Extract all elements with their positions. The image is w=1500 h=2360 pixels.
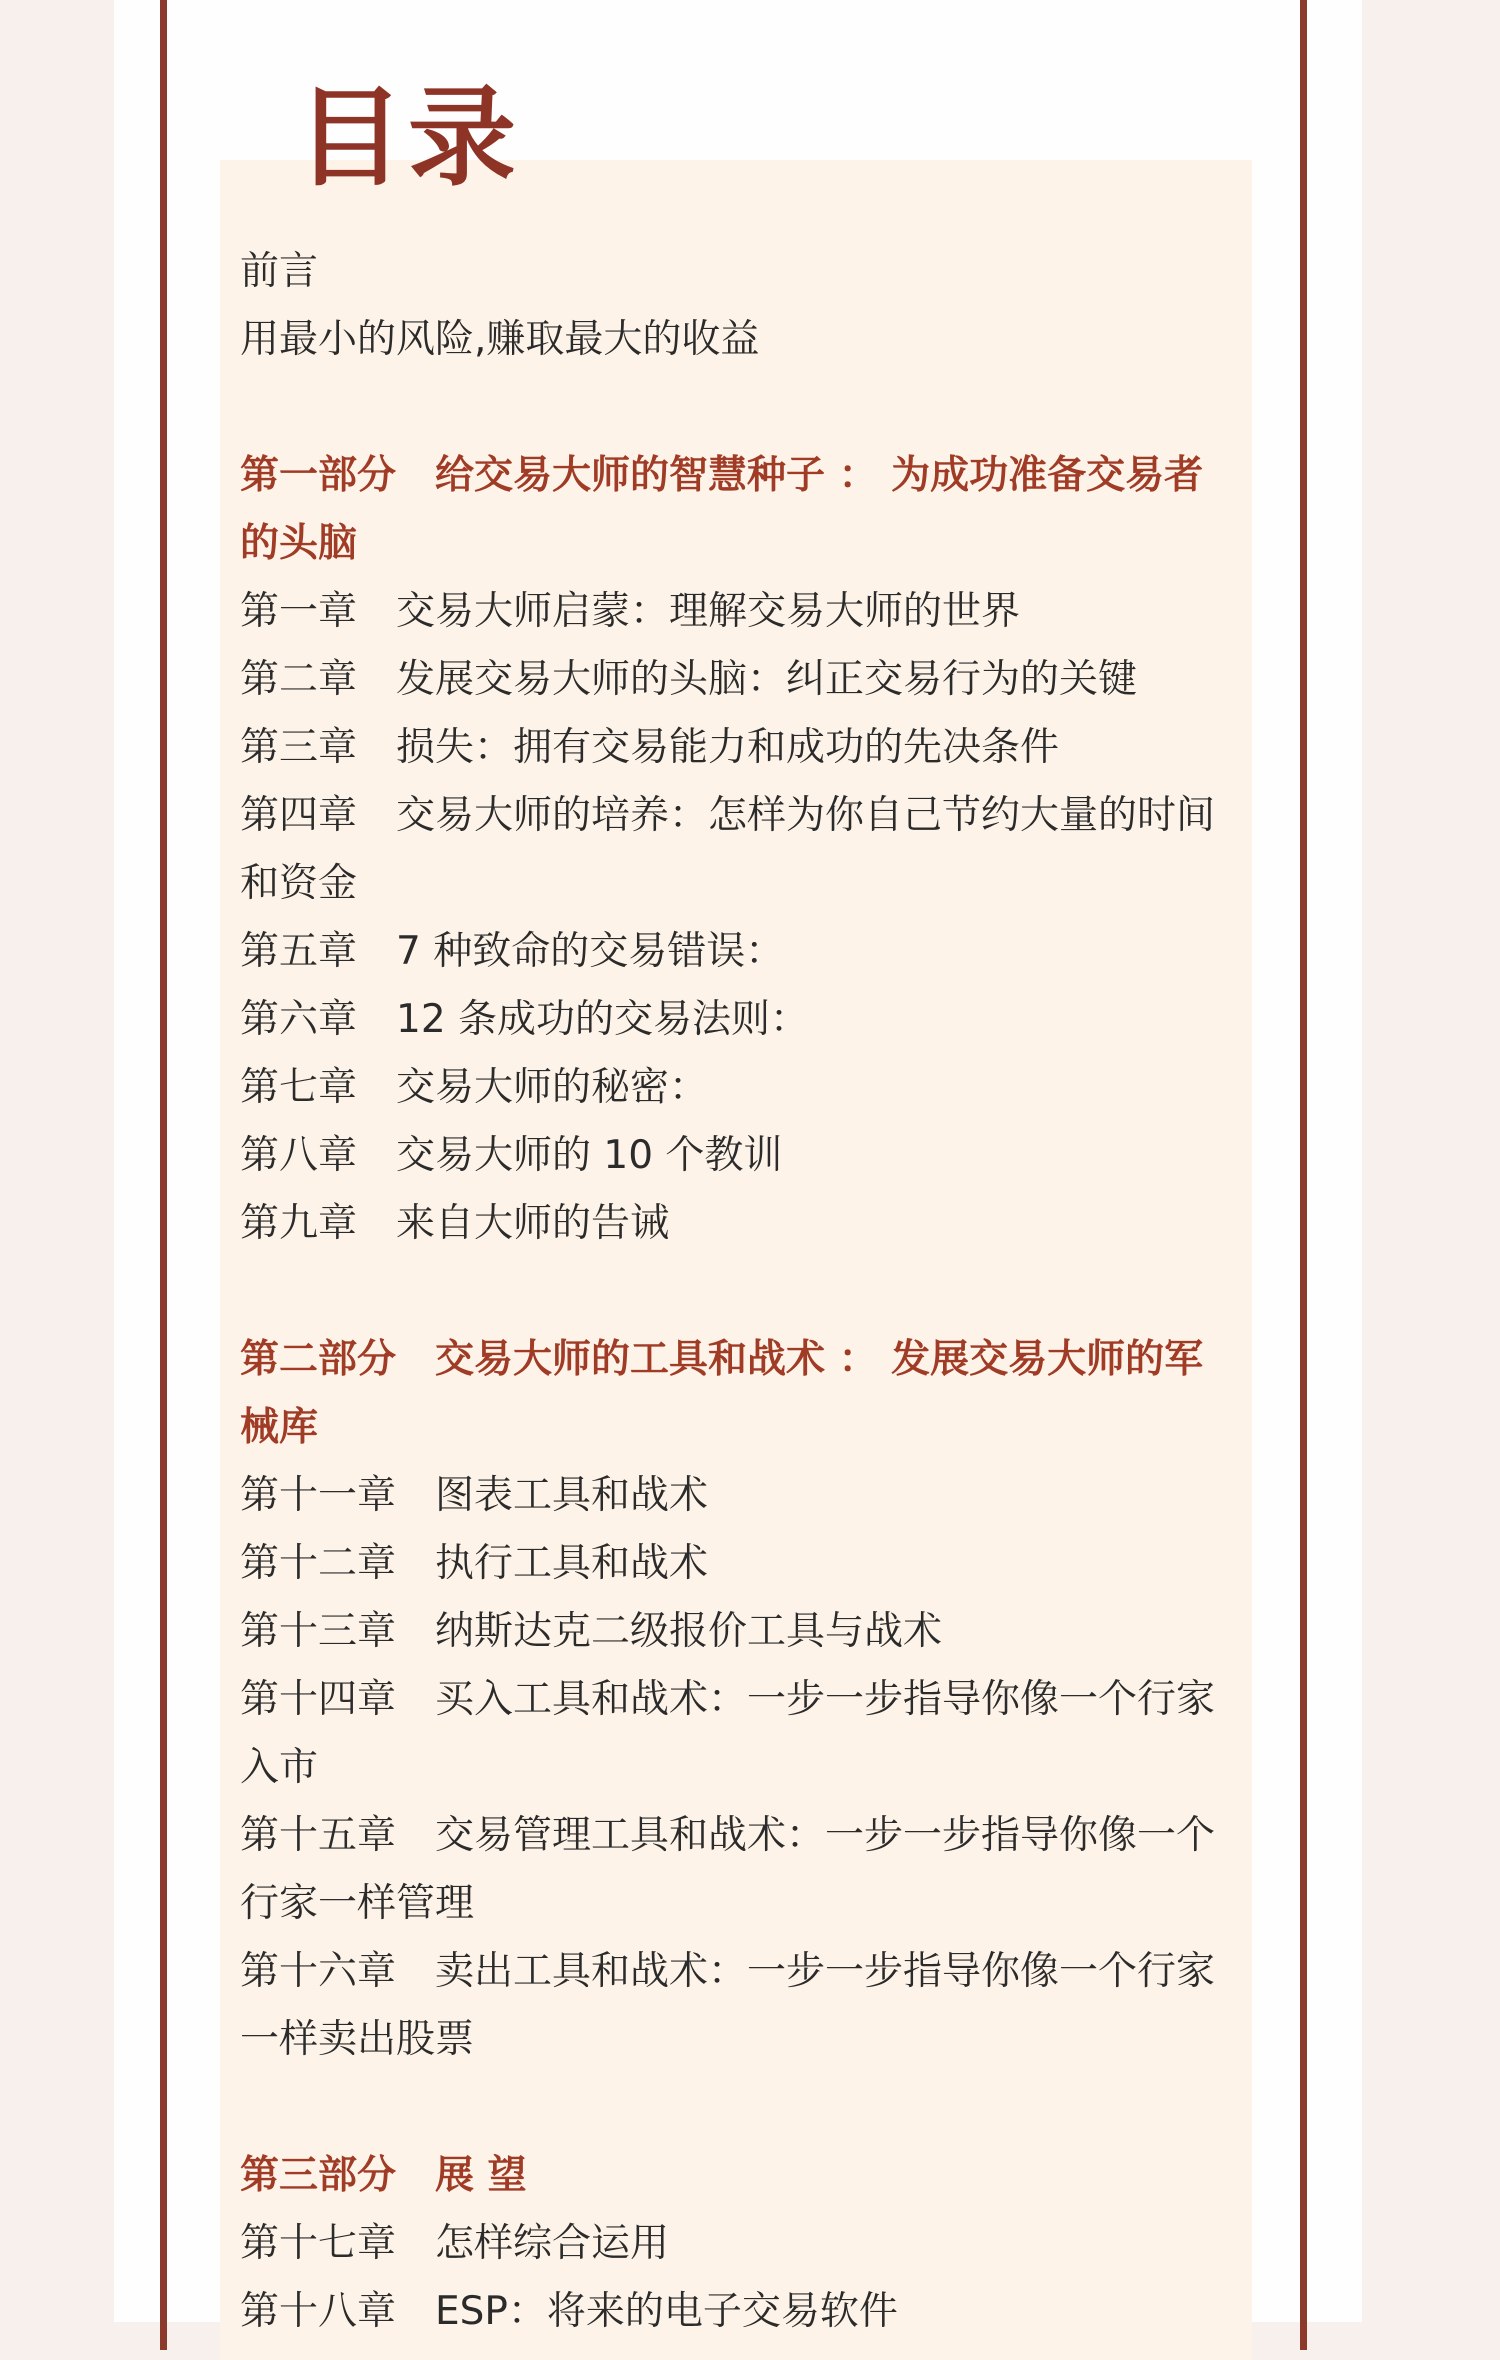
table-of-contents — [240, 238, 1220, 2346]
toc-item-chapter[interactable]: 第十六章 卖出工具和战术：一步一步指导你像一个行家一样卖出股票 — [240, 1949, 1216, 2062]
section-spacer — [240, 374, 1220, 442]
toc-item-chapter[interactable]: 第十一章 图表工具和战术 — [240, 1473, 709, 1518]
part-heading-1[interactable]: 第一部分 给交易大师的智慧种子 ： 为成功准备交易者的头脑 — [240, 453, 1204, 566]
toc-item-chapter[interactable]: 第二章 发展交易大师的头脑：纠正交易行为的关键 — [240, 657, 1138, 702]
part-heading-2[interactable]: 第二部分 交易大师的工具和战术 ： 发展交易大师的军械库 — [240, 1337, 1204, 1450]
toc-item-chapter[interactable]: 第十二章 执行工具和战术 — [240, 1541, 709, 1586]
toc-item-chapter[interactable]: 第九章 来自大师的告诫 — [240, 1201, 670, 1246]
part-heading-3[interactable]: 第三部分 展 望 — [240, 2153, 527, 2198]
toc-item-chapter[interactable]: 第十七章 怎样综合运用 — [240, 2221, 670, 2266]
toc-item-chapter[interactable]: 第十三章 纳斯达克二级报价工具与战术 — [240, 1609, 943, 1654]
section-spacer — [240, 2074, 1220, 2142]
toc-item-chapter[interactable]: 第四章 交易大师的培养：怎样为你自己节约大量的时间和资金 — [240, 793, 1216, 906]
toc-item-chapter[interactable]: 第三章 损失：拥有交易能力和成功的先决条件 — [240, 725, 1060, 770]
page-title: 目录 — [296, 76, 521, 201]
section-spacer — [240, 1258, 1220, 1326]
toc-item-chapter[interactable]: 第十五章 交易管理工具和战术：一步一步指导你像一个行家一样管理 — [240, 1813, 1216, 1926]
toc-item-chapter[interactable]: 第五章 7 种致命的交易错误： — [240, 929, 785, 974]
toc-item-chapter[interactable]: 第一章 交易大师启蒙：理解交易大师的世界 — [240, 589, 1021, 634]
toc-item-chapter[interactable]: 第六章 12 条成功的交易法则： — [240, 997, 810, 1042]
toc-item-chapter[interactable]: 第十四章 买入工具和战术：一步一步指导你像一个行家入市 — [240, 1677, 1216, 1790]
toc-item-intro[interactable]: 用最小的风险,赚取最大的收益 — [240, 317, 760, 362]
toc-item-chapter[interactable]: 第七章 交易大师的秘密： — [240, 1065, 709, 1110]
toc-item-preface[interactable]: 前言 — [240, 249, 319, 294]
toc-item-chapter[interactable]: 第十八章 ESP：将来的电子交易软件 — [240, 2289, 898, 2334]
toc-item-chapter[interactable]: 第八章 交易大师的 10 个教训 — [240, 1133, 783, 1178]
